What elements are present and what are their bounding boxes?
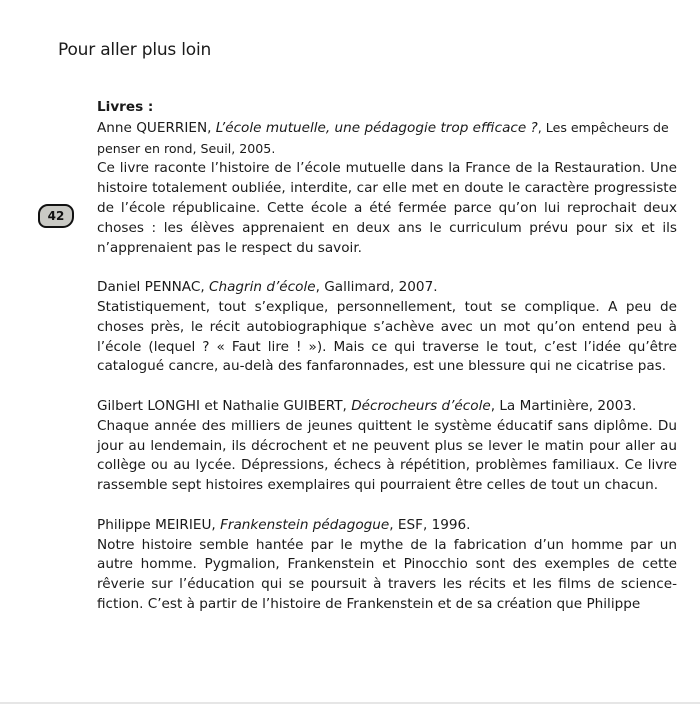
book-reference	[97, 397, 677, 417]
book-description: Statistiquement, tout s’explique, personnellement, tout se complique. A peu de choses près, le récit autobiographique s’achève avec un mot qu’on entend peu à l’école (lequel ? « Faut lire ! »). Mais ce qui traverse le tout, c’est l’idée qu’être catalogué cancre, au-delà des fanfaronnades, est une blessure qui ne cicatrise pas.	[97, 298, 677, 375]
book-entry	[97, 397, 677, 496]
book-reference	[97, 118, 677, 160]
book-reference	[97, 516, 677, 536]
book-entry	[97, 516, 677, 615]
book-publisher: , Gallimard, 2007.	[315, 279, 438, 296]
book-entry	[97, 278, 677, 377]
book-publisher: , ESF, 1996.	[389, 516, 471, 533]
book-description: Ce livre raconte l’histoire de l’école mutuelle dans la France de la Restauration. Une histoire totalement oubliée, interdite, car elle met en doute le caractère progressiste de l’école républicaine. Cette école a été fermée parce qu’on lui reprochait deux choses : les élèves apprenaient en deux ans le curriculum prévu pour six et ils n’apprenaient pas le respect du savoir.	[97, 160, 677, 256]
book-title: L’école mutuelle, une pédagogie trop efficace ?	[215, 119, 538, 136]
book-description: Notre histoire semble hantée par le mythe de la fabrication d’un homme par un autre homme. Pygmalion, Frankenstein et Pinocchio sont des exemples de cette rêverie sur l’éducation qui se poursuit à travers les récits et les films de science-fiction. C’est à partir de l’histoire de Frankenstein et de sa création que Philippe	[97, 536, 677, 612]
book-title: Chagrin d’école	[208, 279, 316, 296]
page-number: 42	[47, 209, 65, 223]
book-reference	[97, 278, 677, 298]
book-author: Daniel PENNAC,	[97, 279, 209, 296]
section-heading: Livres :	[97, 99, 154, 115]
book-entry	[97, 118, 677, 259]
book-author: Philippe MEIRIEU,	[97, 516, 221, 533]
page-number-badge	[38, 204, 74, 228]
reading-list	[97, 98, 677, 615]
book-title: Décrocheurs d’école	[351, 397, 491, 414]
book-publisher: , Les empêcheurs de penser en rond, Seuil, 2005.	[97, 119, 669, 156]
book-publisher: , La Martinière, 2003.	[490, 397, 637, 414]
book-author: Anne QUERRIEN,	[97, 119, 216, 136]
page-title: Pour aller plus loin	[58, 40, 212, 60]
book-title: Frankenstein pédagogue	[220, 516, 390, 533]
book-author: Gilbert LONGHI et Nathalie GUIBERT,	[97, 397, 352, 414]
book-description: Chaque année des milliers de jeunes quittent le système éducatif sans diplôme. Du jour au lendemain, ils décrochent et ne peuvent plus se lever le matin pour aller au collège ou au lycée. Dépressions, échecs à répétition, problèmes familiaux. Ce livre rassemble sept histoires exemplaires qui pourraient être celles de tout un chacun.	[97, 417, 677, 494]
